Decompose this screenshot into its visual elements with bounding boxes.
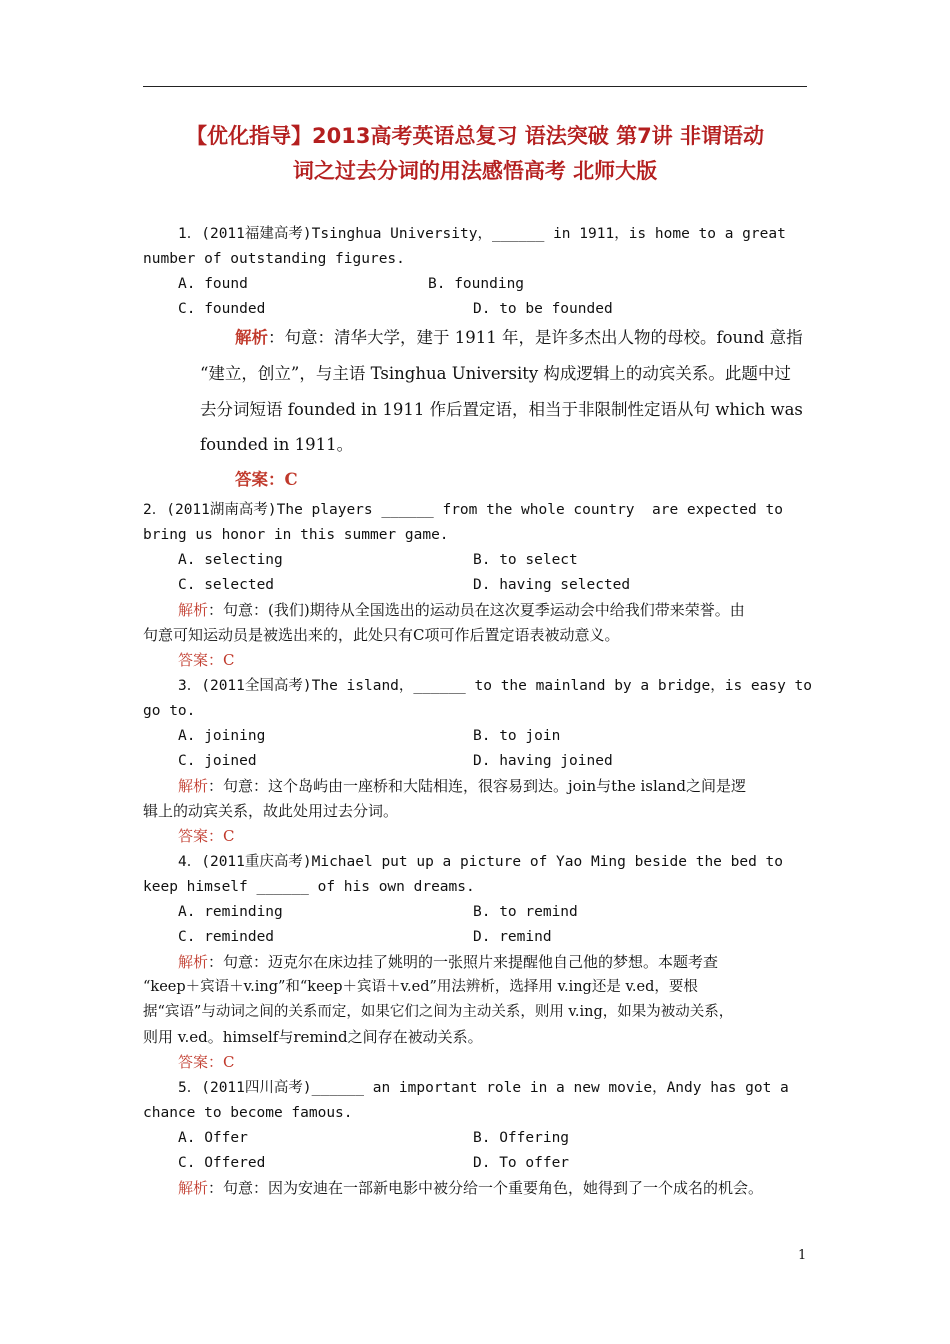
q3-stem-line-1: 3．(2011全国高考)The island，______ to the mainland by a bridge，is easy to — [178, 678, 813, 694]
q2-analysis-line-1: 解析：句意：(我们)期待从全国选出的运动员在这次夏季运动会中给我们带来荣誉。由 — [178, 601, 745, 619]
q4-analysis-line-1: 解析：句意：迈克尔在床边挂了姚明的一张照片来提醒他自己他的梦想。本题考查 — [178, 953, 719, 971]
answer-label: 答案 — [178, 827, 209, 845]
q4-option-a: A. reminding — [178, 904, 283, 920]
q5-stem-line-2: chance to become famous. — [143, 1105, 353, 1121]
q2-option-a: A. selecting — [178, 552, 283, 568]
q3-stem-line-2: go to. — [143, 703, 196, 719]
analysis-label: 解析 — [178, 601, 209, 619]
q1-stem-line-2: number of outstanding figures. — [143, 251, 405, 267]
q3-analysis-line-1: 解析：句意：这个岛屿由一座桥和大陆相连，很容易到达。join与the island之间是逻 — [178, 777, 746, 795]
q2-option-d: D. having selected — [473, 577, 631, 593]
analysis-label: 解析 — [178, 1179, 209, 1197]
q3-option-a: A. joining — [178, 728, 266, 744]
q4-option-c: C. reminded — [178, 929, 275, 945]
document-title-line-2: 词之过去分词的用法感悟高考 北师大版 — [292, 159, 658, 183]
q2-answer: 答案：C — [178, 651, 235, 669]
q4-stem-line-1: 4．(2011重庆高考)Michael put up a picture of Yao Ming beside the bed to — [178, 854, 784, 870]
q4-analysis-line-2: “keep＋宾语＋v.ing”和“keep＋宾语＋v.ed”用法辨析，选择用 v.ing还是 v.ed，要根 — [143, 979, 698, 995]
q3-answer: 答案：C — [178, 827, 235, 845]
header-rule — [143, 86, 807, 87]
q4-answer: 答案：C — [178, 1053, 235, 1071]
q1-option-a: A. found — [178, 276, 248, 292]
q1-analysis-line-2: “建立，创立”，与主语 Tsinghua University 构成逻辑上的动宾关系。此题中过 — [200, 364, 791, 383]
q4-option-d: D. remind — [473, 929, 552, 945]
q5-option-a: A. Offer — [178, 1130, 248, 1146]
q1-stem-line-1: 1．(2011福建高考)Tsinghua University，______ in 1911，is home to a great — [178, 226, 786, 242]
q2-stem-line-1: 2．(2011湖南高考)The players ______ from the whole country are expected to — [143, 502, 783, 518]
q4-stem-line-2: keep himself ______ of his own dreams. — [143, 879, 475, 895]
q5-analysis-line-1: 解析：句意：因为安迪在一部新电影中被分给一个重要角色，她得到了一个成名的机会。 — [178, 1179, 764, 1197]
q4-analysis-line-3: 据“宾语”与动词之间的关系而定，如果它们之间为主动关系，则用 v.ing，如果为被动关系， — [143, 1004, 734, 1020]
q5-option-c: C. Offered — [178, 1155, 266, 1171]
q1-option-d: D. to be founded — [473, 301, 613, 317]
analysis-label: 解析 — [178, 953, 209, 971]
analysis-label: 解析 — [235, 328, 268, 347]
q5-stem-line-1: 5．(2011四川高考)______ an important role in a new movie，Andy has got a — [178, 1080, 789, 1096]
q1-option-c: C. founded — [178, 301, 266, 317]
q2-analysis-line-2: 句意可知运动员是被选出来的，此处只有C项可作后置定语表被动意义。 — [143, 626, 620, 644]
q3-option-d: D. having joined — [473, 753, 613, 769]
q1-analysis-line-1: 解析：句意：清华大学，建于 1911 年，是许多杰出人物的母校。found 意指 — [235, 328, 803, 347]
answer-label: 答案 — [178, 1053, 209, 1071]
q1-analysis-line-4: founded in 1911。 — [200, 435, 354, 454]
q3-option-c: C. joined — [178, 753, 257, 769]
document-title-line-1: 【优化指导】2013高考英语总复习 语法突破 第7讲 非谓语动 — [186, 124, 764, 148]
q4-analysis-line-4: 则用 v.ed。himself与remind之间存在被动关系。 — [143, 1028, 483, 1046]
q5-option-b: B. Offering — [473, 1130, 570, 1146]
q2-option-c: C. selected — [178, 577, 275, 593]
analysis-label: 解析 — [178, 777, 209, 795]
q5-option-d: D. To offer — [473, 1155, 570, 1171]
q2-stem-line-2: bring us honor in this summer game. — [143, 527, 449, 543]
q1-analysis-line-3: 去分词短语 founded in 1911 作后置定语，相当于非限制性定语从句 which was — [200, 400, 803, 419]
q3-option-b: B. to join — [473, 728, 561, 744]
page-number: 1 — [798, 1248, 807, 1263]
answer-label: 答案 — [235, 470, 268, 489]
q2-option-b: B. to select — [473, 552, 578, 568]
q1-option-b: B. founding — [428, 276, 525, 292]
answer-label: 答案 — [178, 651, 209, 669]
q1-answer: 答案：C — [235, 470, 298, 489]
q3-analysis-line-2: 辑上的动宾关系，故此处用过去分词。 — [143, 802, 399, 820]
q4-option-b: B. to remind — [473, 904, 578, 920]
